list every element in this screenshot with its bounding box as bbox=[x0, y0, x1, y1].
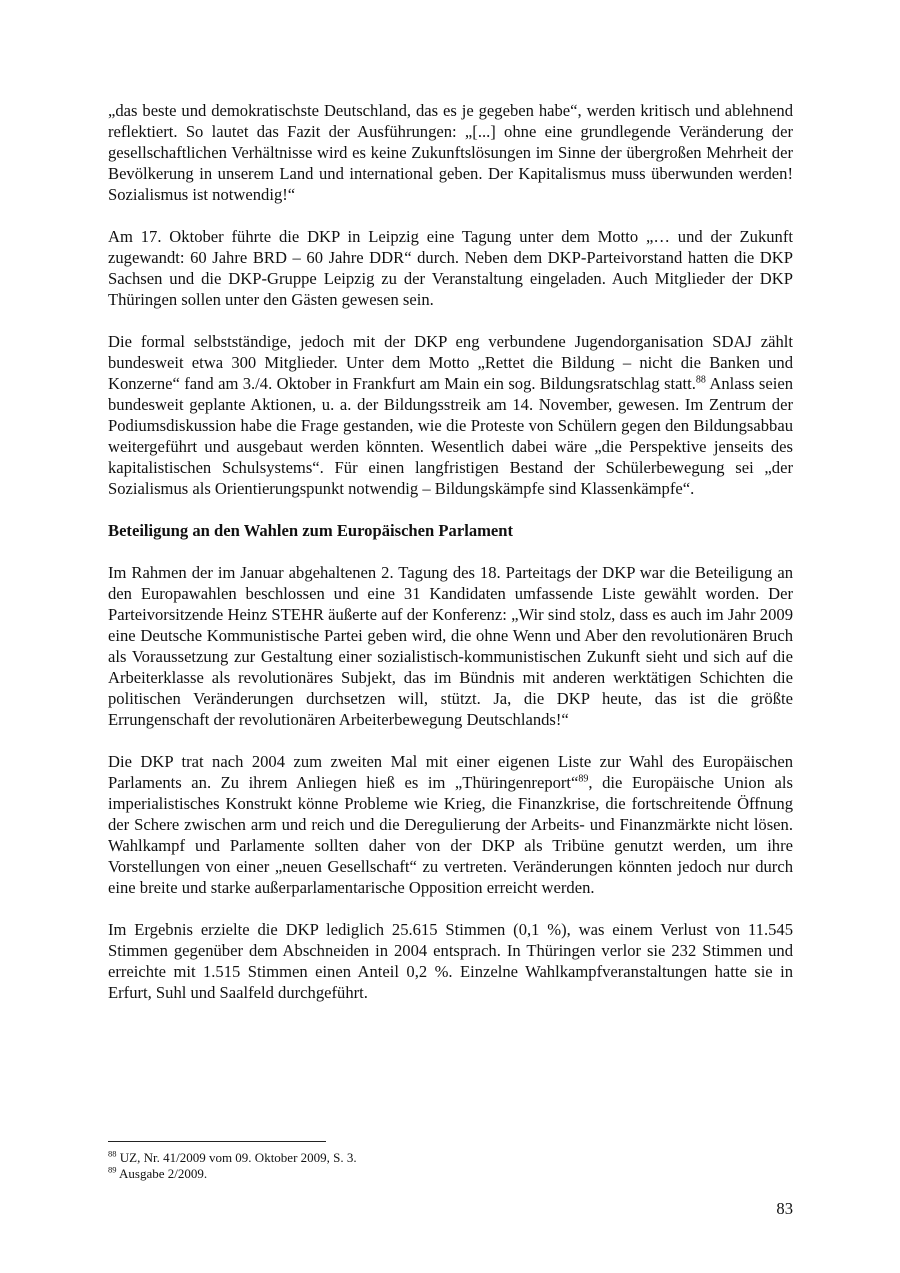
paragraph-fazit: „das beste und demokratischste Deutschland, das es je gegeben habe“, werden kritisch und ablehnend reflektiert. So lautet das Fazit der Ausführungen: „[...] ohne eine grundlegende Veränderung der gesellschaftlichen Verhältnisse wird es keine Zukunftslösungen im Sinne der übergroßen Mehrheit der Bevölkerung in unserem Land und international geben. Der Kapitalismus muss überwunden werden! Sozialismus ist notwendig!“ bbox=[108, 101, 793, 204]
footnote-89-number: 89 bbox=[108, 1164, 117, 1175]
paragraph-thueringenreport bbox=[108, 751, 793, 898]
paragraph-sdaj-text-2: Anlass seien bundesweit geplante Aktionen, u. a. der Bildungsstreik am 14. November, gewesen. Im Zentrum der Podiumsdiskussion habe die Frage gestanden, wie die Proteste von Schülern gegen den Bildungsabbau weitergeführt und ausgebaut werden könnten. Wesentlich dabei wäre „die Perspektive jenseits des kapitalistischen Schulsystems“. Für einen langfristigen Bestand der Schülerbewegung sei „der Sozialismus als Orientierungspunkt notwendig – Bildungskämpfe sind Klassenkämpfe“. bbox=[108, 374, 793, 498]
page-number: 83 bbox=[776, 1199, 793, 1218]
footnotes bbox=[108, 1141, 793, 1182]
document-body bbox=[108, 100, 793, 1024]
paragraph-sdaj-text-1: Die formal selbstständige, jedoch mit der DKP eng verbundene Jugendorganisation SDAJ zählt bundesweit etwa 300 Mitglieder. Unter dem Motto „Rettet die Bildung – nicht die Banken und Konzerne“ fand am 3./4. Oktober in Frankfurt am Main ein sog. Bildungsratschlag statt. bbox=[108, 332, 793, 393]
paragraph-thueringenreport-text-2: , die Europäische Union als imperialistisches Konstrukt könne Probleme wie Krieg, die Finanzkrise, die fortschreitende Öffnung der Schere zwischen arm und reich und die Deregulierung der Arbeits- und Finanzmärkte nicht lösen. Wahlkampf und Parlamente sollten daher von der DKP als Tribüne genutzt werden, um ihre Vorstellungen von einer „neuen Gesellschaft“ zu vertreten. Veränderungen könnten jedoch nur durch eine breite und starke außerparlamentarische Opposition erreicht werden. bbox=[108, 773, 793, 897]
paragraph-leipzig-tagung: Am 17. Oktober führte die DKP in Leipzig eine Tagung unter dem Motto „… und der Zukunft zugewandt: 60 Jahre BRD – 60 Jahre DDR“ durch. Neben dem DKP-Parteivorstand hatten die DKP Sachsen und die DKP-Gruppe Leipzig zu der Veranstaltung eingeladen. Auch Mitglieder der DKP Thüringen sollen unter den Gästen gewesen sein. bbox=[108, 227, 793, 309]
footnote-88-text: UZ, Nr. 41/2009 vom 09. Oktober 2009, S. 3. bbox=[119, 1150, 357, 1165]
paragraph-wahlergebnis: Im Ergebnis erzielte die DKP lediglich 25.615 Stimmen (0,1 %), was einem Verlust von 11.545 Stimmen gegenüber dem Abschneiden in 2004 entsprach. In Thüringen verlor sie 232 Stimmen und erreichte mit 1.515 Stimmen einen Anteil 0,2 %. Einzelne Wahlkampfveranstaltungen hatte sie in Erfurt, Suhl und Saalfeld durchgeführt. bbox=[108, 920, 793, 1002]
section-heading: Beteiligung an den Wahlen zum Europäischen Parlament bbox=[108, 521, 514, 540]
footnote-89 bbox=[108, 1166, 793, 1182]
paragraph-sdaj bbox=[108, 331, 793, 499]
paragraph-thueringenreport-text-1: Die DKP trat nach 2004 zum zweiten Mal mit einer eigenen Liste zur Wahl des Europäischen Parlaments an. Zu ihrem Anliegen hieß es im „Thüringenreport“ bbox=[108, 752, 793, 792]
footnote-ref-89: 89 bbox=[578, 773, 589, 785]
footnote-ref-88: 88 bbox=[695, 374, 706, 386]
footnote-88 bbox=[108, 1150, 793, 1166]
footnote-89-text: Ausgabe 2/2009. bbox=[119, 1166, 208, 1181]
footnote-88-number: 88 bbox=[108, 1148, 117, 1159]
footnote-divider bbox=[108, 1141, 326, 1142]
paragraph-europawahl-beschluss: Im Rahmen der im Januar abgehaltenen 2. Tagung des 18. Parteitags der DKP war die Beteiligung an den Europawahlen beschlossen und eine 31 Kandidaten umfassende Liste gewählt worden. Der Parteivorsitzende Heinz STEHR äußerte auf der Konferenz: „Wir sind stolz, dass es auch im Jahr 2009 eine Deutsche Kommunistische Partei geben wird, die ohne Wenn und Aber den revolutionären Bruch als Voraussetzung zur Gestaltung einer sozialistisch-kommunistischen Zukunft sieht und sich auf die Arbeiterklasse als revolutionäres Subjekt, das im Bündnis mit anderen werktätigen Schichten die politischen Veränderungen durchsetzen will, stützt. Ja, die DKP heute, das ist die größte Errungenschaft der revolutionären Arbeiterbewegung Deutschlands!“ bbox=[108, 563, 793, 729]
